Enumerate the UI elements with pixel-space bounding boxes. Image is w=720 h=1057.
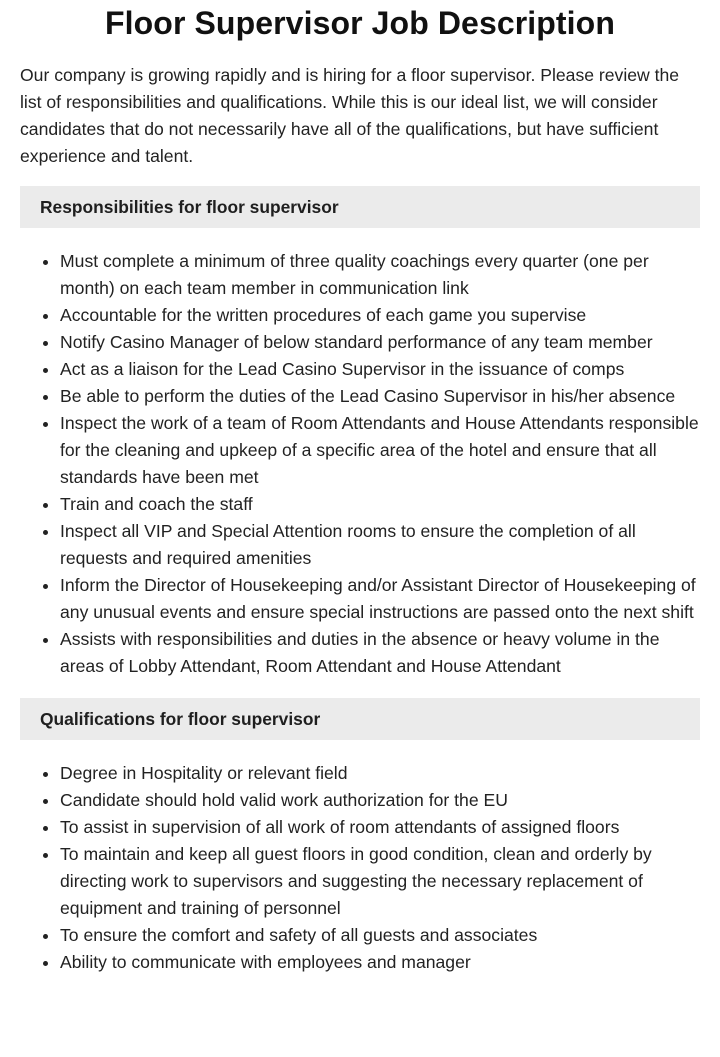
list-item: • Be able to perform the duties of the Lead Casino Supervisor in his/her absence <box>60 383 700 410</box>
list-item: • Must complete a minimum of three quality coachings every quarter (one per month) on each team member in communication link <box>60 248 700 302</box>
list-item: • Candidate should hold valid work authorization for the EU <box>60 787 700 814</box>
list-item: • To ensure the comfort and safety of all guests and associates <box>60 922 700 949</box>
list-item: • Inform the Director of Housekeeping and/or Assistant Director of Housekeeping of any unusual events and ensure special instructions are passed onto the next shift <box>60 572 700 626</box>
list-item: • Ability to communicate with employees and manager <box>60 949 700 976</box>
list-item: • To assist in supervision of all work of room attendants of assigned floors <box>60 814 700 841</box>
list-item: • Act as a liaison for the Lead Casino Supervisor in the issuance of comps <box>60 356 700 383</box>
list-item: • Degree in Hospitality or relevant field <box>60 760 700 787</box>
list-item: • Accountable for the written procedures of each game you supervise <box>60 302 700 329</box>
qualifications-header: Qualifications for floor supervisor <box>20 698 700 740</box>
list-item: • Inspect all VIP and Special Attention rooms to ensure the completion of all requests and required amenities <box>60 518 700 572</box>
responsibilities-list <box>20 248 700 680</box>
qualifications-list <box>20 760 700 976</box>
page-title: Floor Supervisor Job Description <box>105 5 615 41</box>
responsibilities-header: Responsibilities for floor supervisor <box>20 186 700 228</box>
list-item: • Train and coach the staff <box>60 491 700 518</box>
intro-paragraph: Our company is growing rapidly and is hiring for a floor supervisor. Please review the list of responsibilities and qualifications. While this is our ideal list, we will consider candidates that do not necessarily have all of the qualifications, but have sufficient experience and talent. <box>20 65 680 166</box>
list-item: • Assists with responsibilities and duties in the absence or heavy volume in the areas of Lobby Attendant, Room Attendant and House Attendant <box>60 626 700 680</box>
list-item: • Inspect the work of a team of Room Attendants and House Attendants responsible for the cleaning and upkeep of a specific area of the hotel and ensure that all standards have been met <box>60 410 700 491</box>
list-item: • Notify Casino Manager of below standard performance of any team member <box>60 329 700 356</box>
list-item: • To maintain and keep all guest floors in good condition, clean and orderly by directing work to supervisors and suggesting the necessary replacement of equipment and training of personnel <box>60 841 700 922</box>
